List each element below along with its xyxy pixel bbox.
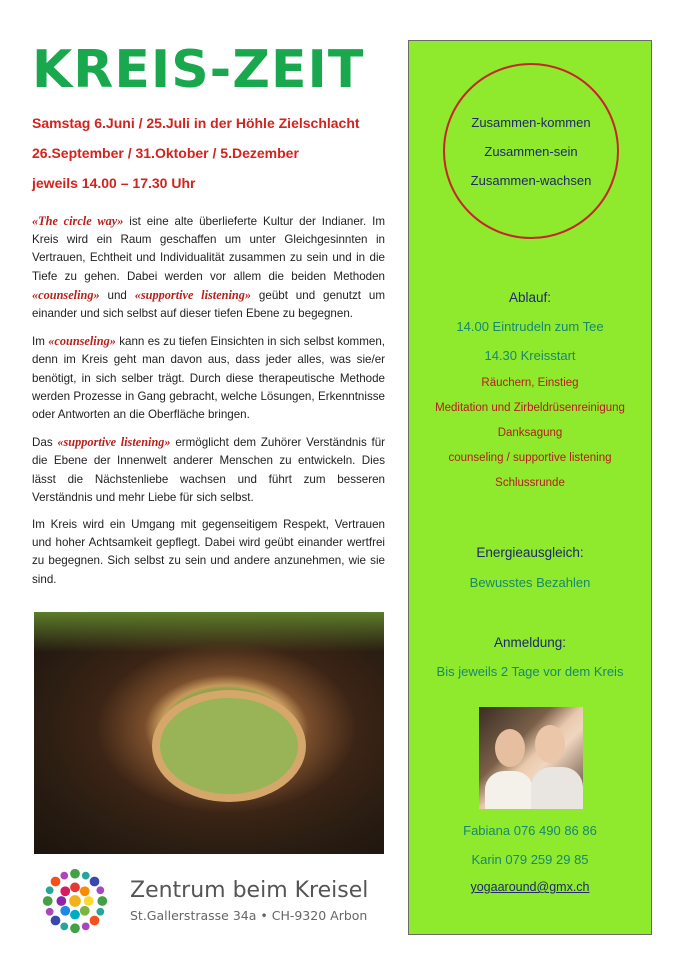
event-dates	[32, 108, 360, 198]
paragraph-counseling	[32, 332, 385, 424]
photo-face-2	[535, 725, 565, 763]
p1-text-c: geübt und genutzt um einander und sich selbst auf dieser tiefen Ebene zu begegnen.	[32, 288, 385, 321]
photo-person-1	[485, 771, 533, 809]
ablauf-item: Schlussrunde	[495, 477, 565, 489]
page-title: KREIS-ZEIT	[32, 40, 365, 100]
date-line-1: Samstag 6.Juni / 25.Juli in der Höhle Zielschlacht	[32, 115, 360, 131]
motto-line-1: Zusammen-kommen	[471, 114, 591, 130]
time-line: jeweils 14.00 – 17.30 Uhr	[32, 175, 196, 191]
energie-heading: Energieausgleich:	[476, 545, 584, 560]
description-text	[32, 212, 385, 598]
term-supportive-listening: «supportive listening»	[134, 287, 252, 302]
anmeldung-heading: Anmeldung:	[493, 635, 567, 650]
anmeldung-text: Bis jeweils 2 Tage vor dem Kreis	[436, 664, 624, 679]
term-counseling: «counseling»	[32, 287, 100, 302]
ablauf-item: Danksagung	[497, 427, 563, 439]
ablauf-item: Räuchern, Einstieg	[481, 377, 579, 389]
organizers-photo	[479, 707, 583, 809]
p2-text-a: Im	[32, 335, 49, 349]
contact-fabiana: Fabiana 076 490 86 86	[463, 823, 597, 838]
ablauf-heading: Ablauf:	[508, 290, 552, 305]
ablauf-item: Meditation und Zirbeldrüsenreinigung	[435, 402, 625, 414]
ablauf-item: counseling / supportive listening	[448, 452, 612, 464]
paragraph-supportive-listening	[32, 433, 385, 507]
mandala-logo-icon	[36, 862, 114, 940]
p2-text-b: kann es zu tiefen Einsichten in sich selbst kommen, denn im Kreis geht man davon aus, dass jeder alles, was sie/er benötigt, in sich selber trägt. Durch diese therapeutische Methode werden Prozesse in Gang gebracht, welche Lösungen, Erkenntnisse oder Antworten an die Oberfläche bringen.	[32, 335, 385, 422]
ablauf-time-1: 14.00 Eintrudeln zum Tee	[456, 319, 604, 334]
term-counseling-2: «counseling»	[48, 334, 116, 349]
motto-circle	[443, 63, 619, 239]
photo-stone-ring	[152, 690, 306, 802]
circle-photo	[34, 612, 384, 854]
info-panel	[408, 40, 652, 935]
p3-text-a: Das	[32, 436, 58, 450]
ablauf-time-2: 14.30 Kreisstart	[484, 348, 576, 363]
term-circle-way: «The circle way»	[32, 214, 124, 228]
organization-address: St.Gallerstrasse 34a • CH-9320 Arbon	[130, 908, 368, 923]
p1-text-b: und	[99, 288, 135, 302]
motto-line-2: Zusammen-sein	[484, 143, 578, 159]
p1-text-a: ist eine alte überlieferte Kultur der Indianer. Im Kreis wird ein Raum geschaffen um unter Gleichgesinnten in Vertrauen, Echtheit und Individualität zusammen zu sein und in die Tiefe zu gehen. Dabei werden vor allem die beiden Methoden	[32, 215, 385, 283]
p3-text-b: ermöglicht dem Zuhörer Verständnis für die Ebene der Innenwelt anderer Menschen zu entwickeln. Dies lässt die Nächstenliebe wachsen und führt zum besseren Verständnis und mehr Liebe für sich selbst.	[32, 436, 385, 504]
paragraph-respect: Im Kreis wird ein Umgang mit gegenseitigem Respekt, Vertrauen und hoher Achtsamkeit gepflegt. Dabei wird geübt einander wertfrei zu begegnen. Sich selbst zu sein und andere anzunehmen, wie sie sind.	[32, 518, 385, 586]
contact-karin: Karin 079 259 29 85	[471, 852, 589, 867]
term-supportive-listening-2: «supportive listening»	[57, 435, 171, 450]
photo-person-2	[531, 767, 583, 809]
motto-line-3: Zusammen-wachsen	[470, 172, 592, 188]
date-line-2: 26.September / 31.Oktober / 5.Dezember	[32, 145, 299, 161]
photo-greenery	[34, 612, 384, 652]
photo-face-1	[495, 729, 525, 767]
email-link[interactable]: yogaaround@gmx.ch	[470, 880, 590, 894]
paragraph-circle-way	[32, 212, 385, 323]
organization-name: Zentrum beim Kreisel	[130, 878, 369, 903]
energie-text: Bewusstes Bezahlen	[469, 575, 591, 590]
